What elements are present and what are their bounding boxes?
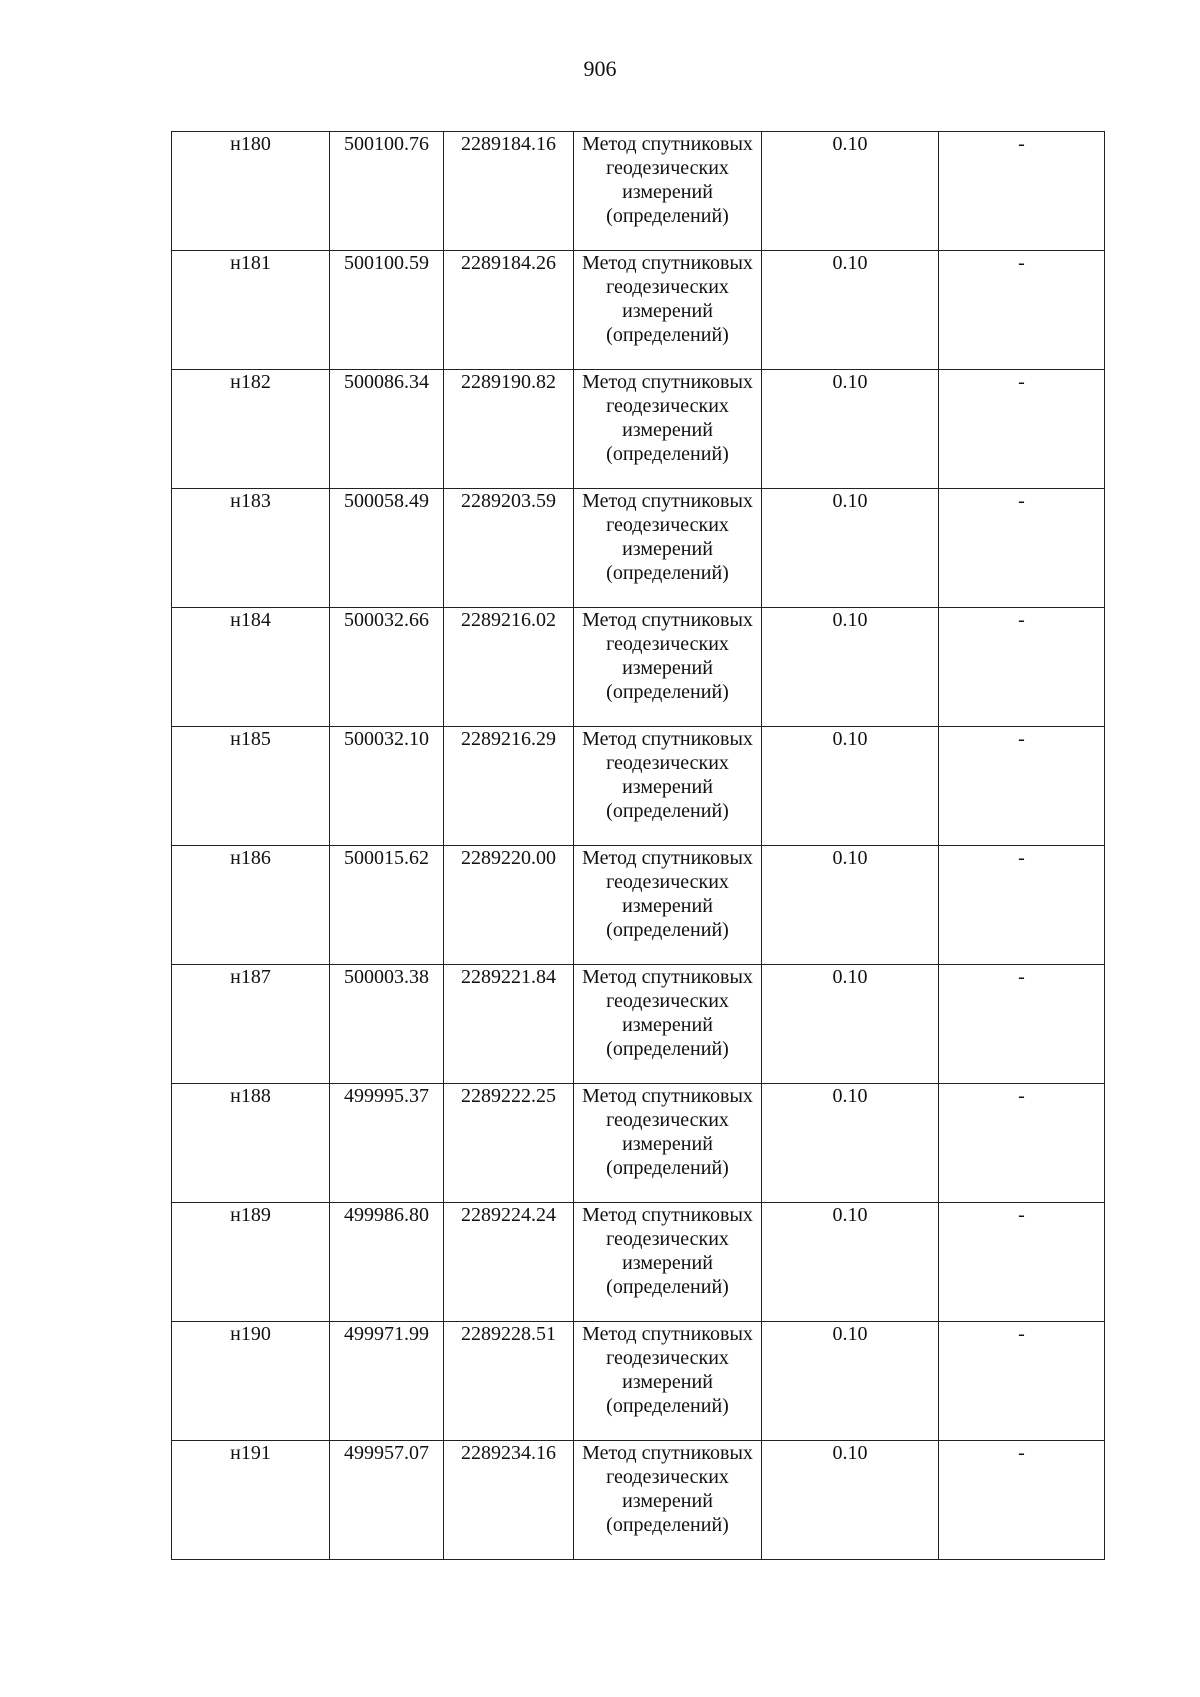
method-cell: Метод спутниковых геодезических измерений (определений) <box>574 251 762 370</box>
x-coordinate-cell: 500032.10 <box>330 727 444 846</box>
x-coordinate-cell: 500003.38 <box>330 965 444 1084</box>
x-coordinate-cell: 499971.99 <box>330 1322 444 1441</box>
accuracy-cell: 0.10 <box>762 1441 939 1560</box>
x-coordinate-cell: 500100.76 <box>330 132 444 251</box>
y-coordinate-cell: 2289216.29 <box>444 727 574 846</box>
note-cell: - <box>939 846 1105 965</box>
note-cell: - <box>939 489 1105 608</box>
table-row <box>172 965 1105 1084</box>
method-cell: Метод спутниковых геодезических измерений (определений) <box>574 370 762 489</box>
method-cell: Метод спутниковых геодезических измерений (определений) <box>574 132 762 251</box>
x-coordinate-cell: 499957.07 <box>330 1441 444 1560</box>
accuracy-cell: 0.10 <box>762 965 939 1084</box>
note-cell: - <box>939 1322 1105 1441</box>
point-name-cell: н180 <box>172 132 330 251</box>
point-name-cell: н185 <box>172 727 330 846</box>
note-cell: - <box>939 251 1105 370</box>
accuracy-cell: 0.10 <box>762 608 939 727</box>
x-coordinate-cell: 500100.59 <box>330 251 444 370</box>
x-coordinate-cell: 500086.34 <box>330 370 444 489</box>
coordinates-table-body <box>172 132 1105 1560</box>
y-coordinate-cell: 2289222.25 <box>444 1084 574 1203</box>
y-coordinate-cell: 2289203.59 <box>444 489 574 608</box>
x-coordinate-cell: 499995.37 <box>330 1084 444 1203</box>
accuracy-cell: 0.10 <box>762 1084 939 1203</box>
x-coordinate-cell: 500032.66 <box>330 608 444 727</box>
note-cell: - <box>939 965 1105 1084</box>
point-name-cell: н188 <box>172 1084 330 1203</box>
note-cell: - <box>939 727 1105 846</box>
method-cell: Метод спутниковых геодезических измерений (определений) <box>574 965 762 1084</box>
note-cell: - <box>939 132 1105 251</box>
table-row <box>172 370 1105 489</box>
accuracy-cell: 0.10 <box>762 727 939 846</box>
method-cell: Метод спутниковых геодезических измерений (определений) <box>574 846 762 965</box>
point-name-cell: н182 <box>172 370 330 489</box>
accuracy-cell: 0.10 <box>762 370 939 489</box>
point-name-cell: н191 <box>172 1441 330 1560</box>
accuracy-cell: 0.10 <box>762 1322 939 1441</box>
note-cell: - <box>939 1203 1105 1322</box>
note-cell: - <box>939 608 1105 727</box>
method-cell: Метод спутниковых геодезических измерений (определений) <box>574 1084 762 1203</box>
method-cell: Метод спутниковых геодезических измерений (определений) <box>574 489 762 608</box>
accuracy-cell: 0.10 <box>762 846 939 965</box>
point-name-cell: н189 <box>172 1203 330 1322</box>
note-cell: - <box>939 370 1105 489</box>
y-coordinate-cell: 2289216.02 <box>444 608 574 727</box>
table-row <box>172 251 1105 370</box>
x-coordinate-cell: 500058.49 <box>330 489 444 608</box>
table-row <box>172 727 1105 846</box>
method-cell: Метод спутниковых геодезических измерений (определений) <box>574 1322 762 1441</box>
point-name-cell: н184 <box>172 608 330 727</box>
y-coordinate-cell: 2289184.16 <box>444 132 574 251</box>
accuracy-cell: 0.10 <box>762 1203 939 1322</box>
point-name-cell: н190 <box>172 1322 330 1441</box>
y-coordinate-cell: 2289234.16 <box>444 1441 574 1560</box>
y-coordinate-cell: 2289221.84 <box>444 965 574 1084</box>
table-row <box>172 1322 1105 1441</box>
x-coordinate-cell: 499986.80 <box>330 1203 444 1322</box>
method-cell: Метод спутниковых геодезических измерений (определений) <box>574 727 762 846</box>
y-coordinate-cell: 2289184.26 <box>444 251 574 370</box>
y-coordinate-cell: 2289190.82 <box>444 370 574 489</box>
table-row <box>172 1084 1105 1203</box>
table-row <box>172 608 1105 727</box>
point-name-cell: н186 <box>172 846 330 965</box>
accuracy-cell: 0.10 <box>762 251 939 370</box>
table-row <box>172 1441 1105 1560</box>
y-coordinate-cell: 2289224.24 <box>444 1203 574 1322</box>
method-cell: Метод спутниковых геодезических измерений (определений) <box>574 1203 762 1322</box>
table-row <box>172 489 1105 608</box>
y-coordinate-cell: 2289220.00 <box>444 846 574 965</box>
point-name-cell: н181 <box>172 251 330 370</box>
accuracy-cell: 0.10 <box>762 489 939 608</box>
note-cell: - <box>939 1084 1105 1203</box>
table-row <box>172 132 1105 251</box>
method-cell: Метод спутниковых геодезических измерений (определений) <box>574 1441 762 1560</box>
point-name-cell: н183 <box>172 489 330 608</box>
accuracy-cell: 0.10 <box>762 132 939 251</box>
page-number: 906 <box>583 56 617 81</box>
coordinates-table <box>171 131 1105 1560</box>
point-name-cell: н187 <box>172 965 330 1084</box>
note-cell: - <box>939 1441 1105 1560</box>
x-coordinate-cell: 500015.62 <box>330 846 444 965</box>
table-row <box>172 846 1105 965</box>
table-row <box>172 1203 1105 1322</box>
y-coordinate-cell: 2289228.51 <box>444 1322 574 1441</box>
method-cell: Метод спутниковых геодезических измерений (определений) <box>574 608 762 727</box>
